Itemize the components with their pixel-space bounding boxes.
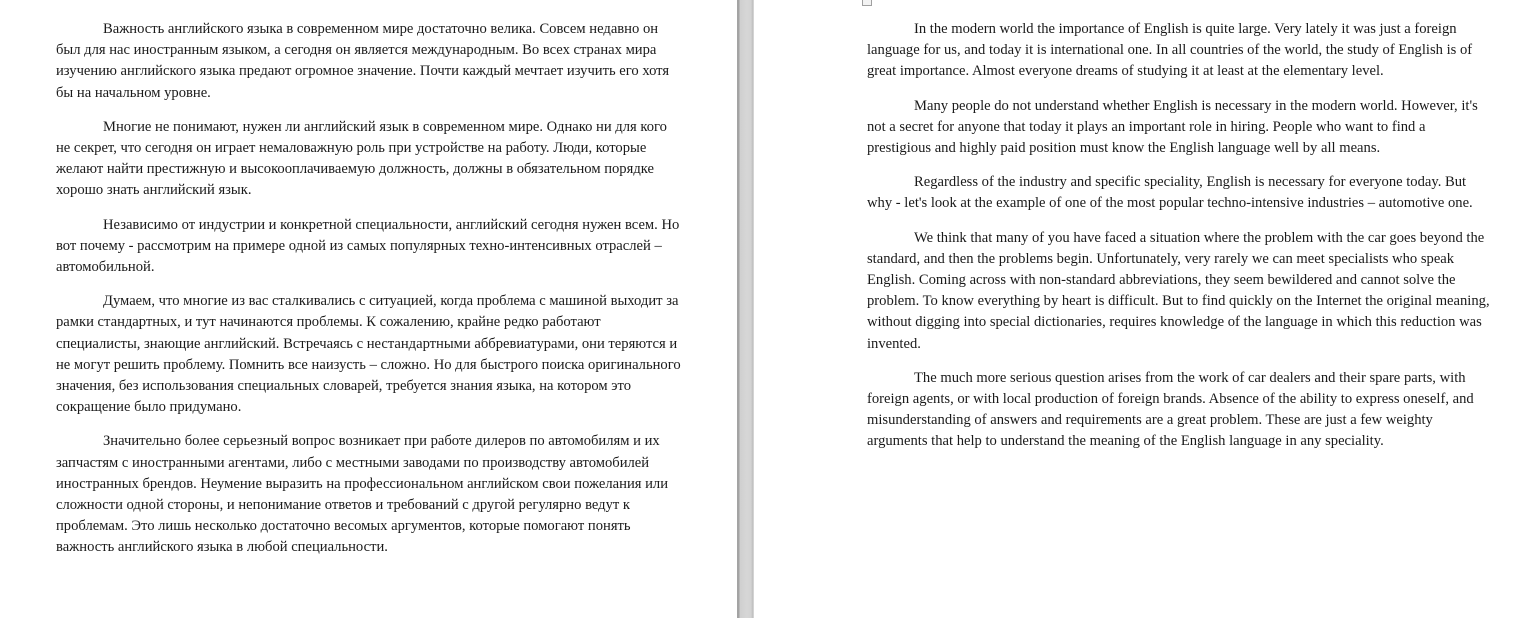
right-page-text[interactable]	[867, 19, 1492, 466]
left-paragraph[interactable]: Многие не понимают, нужен ли английский язык в современном мире. Однако ни для кого не секрет, что сегодня он играет немаловажную роль при устройстве на работу. Люди, которые желают найти престижную и высокооплачиваемую должность, должны в обязательном порядке хорошо знать английский язык.	[56, 118, 667, 199]
right-paragraph[interactable]: Regardless of the industry and specific speciality, English is necessary for everyone today. But why - let's look at the example of one of the most popular techno-intensive industries – automotive one.	[867, 174, 1473, 212]
right-paragraph[interactable]: The much more serious question arises from the work of car dealers and their spare parts, with foreign agents, or with local production of foreign brands. Absence of the ability to express oneself, and misunderstanding of answers and requirements are a great problem. These are just a few weighty arguments that help to understand the meaning of the English language in any speciality.	[867, 369, 1474, 450]
right-paragraph[interactable]: Many people do not understand whether English is necessary in the modern world. However, it's not a secret for anyone that today it plays an important role in hiring. People who want to find a prestigious and highly paid position must know the English language well by all means.	[867, 97, 1478, 157]
right-paragraph[interactable]: We think that many of you have faced a situation where the problem with the car goes beyond the standard, and then the problems begin. Unfortunately, very rarely we can meet specialists who speak English. Coming across with non-standard abbreviations, they seem bewildered and cannot solve the problem. To know everything by heart is difficult. But to find quickly on the Internet the original meaning, without digging into special dictionaries, requires knowledge of the language in which this reduction was invented.	[867, 229, 1490, 352]
right-paragraph[interactable]: In the modern world the importance of English is quite large. Very lately it was just a foreign language for us, and today it is international one. In all countries of the world, the study of English is of great importance. Almost everyone dreams of studying it at least at the elementary level.	[867, 21, 1473, 80]
left-paragraph[interactable]: Независимо от индустрии и конкретной специальности, английский сегодня нужен всем. Но вот почему - рассмотрим на примере одной из самых популярных техно-интенсивных отраслей – автомобильной.	[56, 216, 680, 276]
ruler-indent-marker-icon[interactable]	[862, 0, 872, 6]
right-page[interactable]	[754, 0, 1533, 618]
left-paragraph[interactable]: Важность английского языка в современном мире достаточно велика. Совсем недавно он был для нас иностранным языком, а сегодня он является международным. Во всех странах мира изучению английского языка предают огромное значение. Почти каждый мечтает изучить его хотя бы на начальном уровне.	[56, 21, 670, 101]
page-gutter	[737, 0, 754, 618]
left-paragraph[interactable]: Думаем, что многие из вас сталкивались с ситуацией, когда проблема с машиной выходит за рамки стандартных, и тут начинаются проблемы. К сожалению, крайне редко работают специалисты, знающие английский. Встречаясь с нестандартными аббревиатурами, они теряются и не могут решить проблему. Помнить все наизусть – сложно. Но для быстрого поиска оригинального значения, без использования специальных словарей, требуется знания языка, на котором это сокращение было придумано.	[56, 293, 681, 416]
left-paragraph[interactable]: Значительно более серьезный вопрос возникает при работе дилеров по автомобилям и их запчастям с иностранными агентами, либо с местными заводами по производству автомобилей иностранных брендов. Неумение выразить на профессиональном английском свои пожелания или сложности одной стороны, и непонимание ответов и требований с другой регулярно ведут к проблемам. Это лишь несколько достаточно весомых аргументов, которые помогают понять важность английского языка в любой специальности.	[56, 433, 669, 556]
left-page-text[interactable]	[56, 19, 684, 572]
left-page[interactable]	[0, 0, 737, 618]
